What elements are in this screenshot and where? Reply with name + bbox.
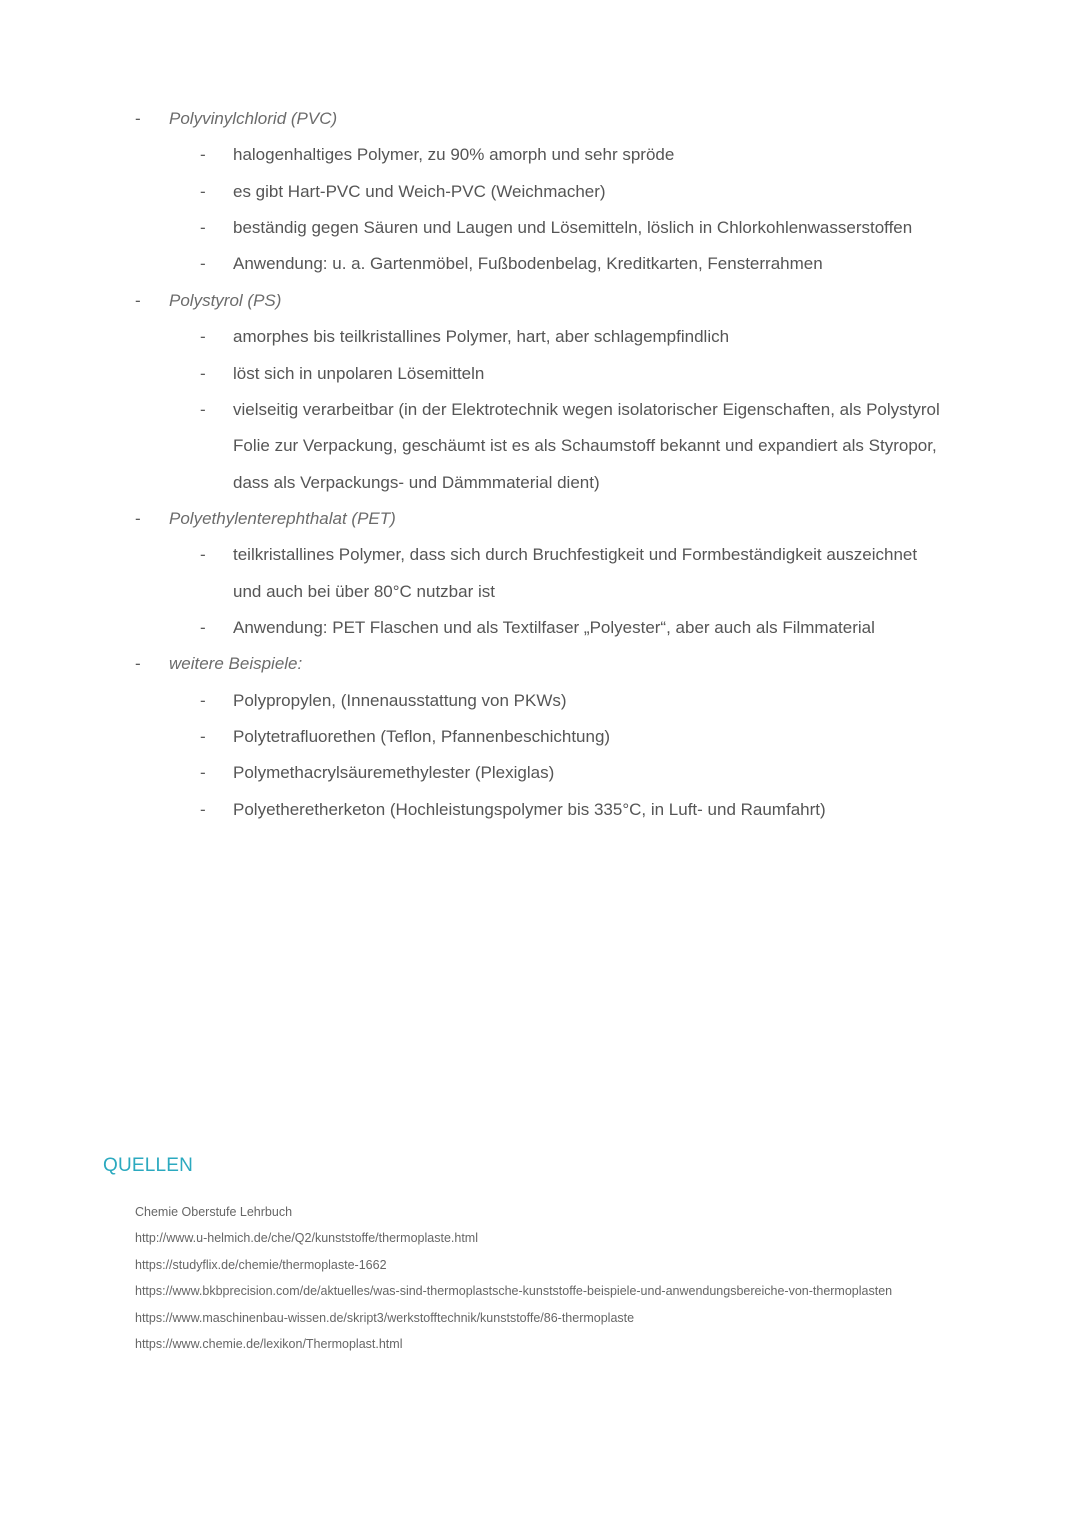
- bullet-dash: -: [135, 290, 141, 310]
- list-item-text: Folie zur Verpackung, geschäumt ist es als Schaumstoff bekannt und expandiert als Styropor,: [233, 436, 937, 456]
- bullet-dash: -: [200, 799, 206, 819]
- bullet-dash: -: [200, 727, 206, 746]
- bullet-dash: -: [200, 690, 206, 710]
- bullet-dash: -: [200, 617, 206, 637]
- bullet-dash: -: [200, 145, 206, 165]
- list-item-text: und auch bei über 80°C nutzbar ist: [233, 581, 495, 601]
- list-item-text: weitere Beispiele:: [169, 654, 303, 674]
- source-item: Chemie Oberstufe Lehrbuch: [135, 1205, 293, 1219]
- list-item-text: beständig gegen Säuren und Laugen und Lösemitteln, löslich in Chlorkohlenwasserstoffen: [233, 218, 913, 238]
- source-link[interactable]: http://www.u-helmich.de/che/Q2/kunststoffe/thermoplaste.html: [135, 1231, 478, 1245]
- list-item-text: amorphes bis teilkristallines Polymer, hart, aber schlagempfindlich: [233, 327, 730, 347]
- bullet-dash: -: [200, 363, 206, 383]
- list-item-text: löst sich in unpolaren Lösemitteln: [233, 363, 485, 383]
- bullet-dash: -: [200, 181, 206, 201]
- bullet-dash: -: [135, 654, 141, 674]
- list-item-text: teilkristallines Polymer, dass sich durch Bruchfestigkeit und Formbeständigkeit auszeichnet: [233, 545, 918, 565]
- list-item-text: vielseitig verarbeitbar (in der Elektrotechnik wegen isolatorischer Eigenschaften, als Polystyrol: [233, 399, 940, 419]
- bullet-dash: -: [200, 218, 206, 238]
- source-link[interactable]: https://www.chemie.de/lexikon/Thermoplast.html: [135, 1337, 403, 1351]
- list-item-text: Anwendung: PET Flaschen und als Textilfaser „Polyester“, aber auch als Filmmaterial: [233, 617, 875, 637]
- source-link[interactable]: https://www.bkbprecision.com/de/aktuelles/was-sind-thermoplastsche-kunststoffe-beispiele-und-anwendungsbereiche-von-thermoplasten: [135, 1284, 893, 1298]
- bullet-dash: -: [200, 763, 206, 783]
- bullet-dash: -: [135, 109, 141, 128]
- bullet-dash: -: [200, 399, 206, 419]
- bullet-dash: -: [200, 545, 206, 565]
- source-link[interactable]: https://studyflix.de/chemie/thermoplaste-1662: [135, 1258, 387, 1272]
- list-item-text: Anwendung: u. a. Gartenmöbel, Fußbodenbelag, Kreditkarten, Fensterrahmen: [233, 254, 823, 274]
- list-item-text: Polyvinylchlorid (PVC): [169, 109, 338, 128]
- list-item-text: Polypropylen, (Innenausstattung von PKWs): [233, 690, 567, 710]
- sources-heading: QUELLEN: [103, 1155, 194, 1176]
- list-item-text: dass als Verpackungs- und Dämmmaterial dient): [233, 472, 600, 492]
- list-item-text: es gibt Hart-PVC und Weich-PVC (Weichmacher): [233, 181, 606, 201]
- list-item-text: Polyethylenterephthalat (PET): [169, 508, 396, 528]
- source-link[interactable]: https://www.maschinenbau-wissen.de/skript3/werkstofftechnik/kunststoffe/86-thermoplaste: [135, 1311, 635, 1325]
- list-item-text: Polytetrafluorethen (Teflon, Pfannenbeschichtung): [233, 727, 611, 746]
- list-item-text: halogenhaltiges Polymer, zu 90% amorph und sehr spröde: [233, 145, 675, 165]
- list-item-text: Polymethacrylsäuremethylester (Plexiglas): [233, 763, 555, 783]
- bullet-dash: -: [135, 508, 141, 528]
- list-item-text: Polystyrol (PS): [169, 290, 282, 310]
- bullet-dash: -: [200, 327, 206, 347]
- list-item-text: Polyetheretherketon (Hochleistungspolymer bis 335°C, in Luft- und Raumfahrt): [233, 799, 826, 819]
- bullet-dash: -: [200, 254, 206, 274]
